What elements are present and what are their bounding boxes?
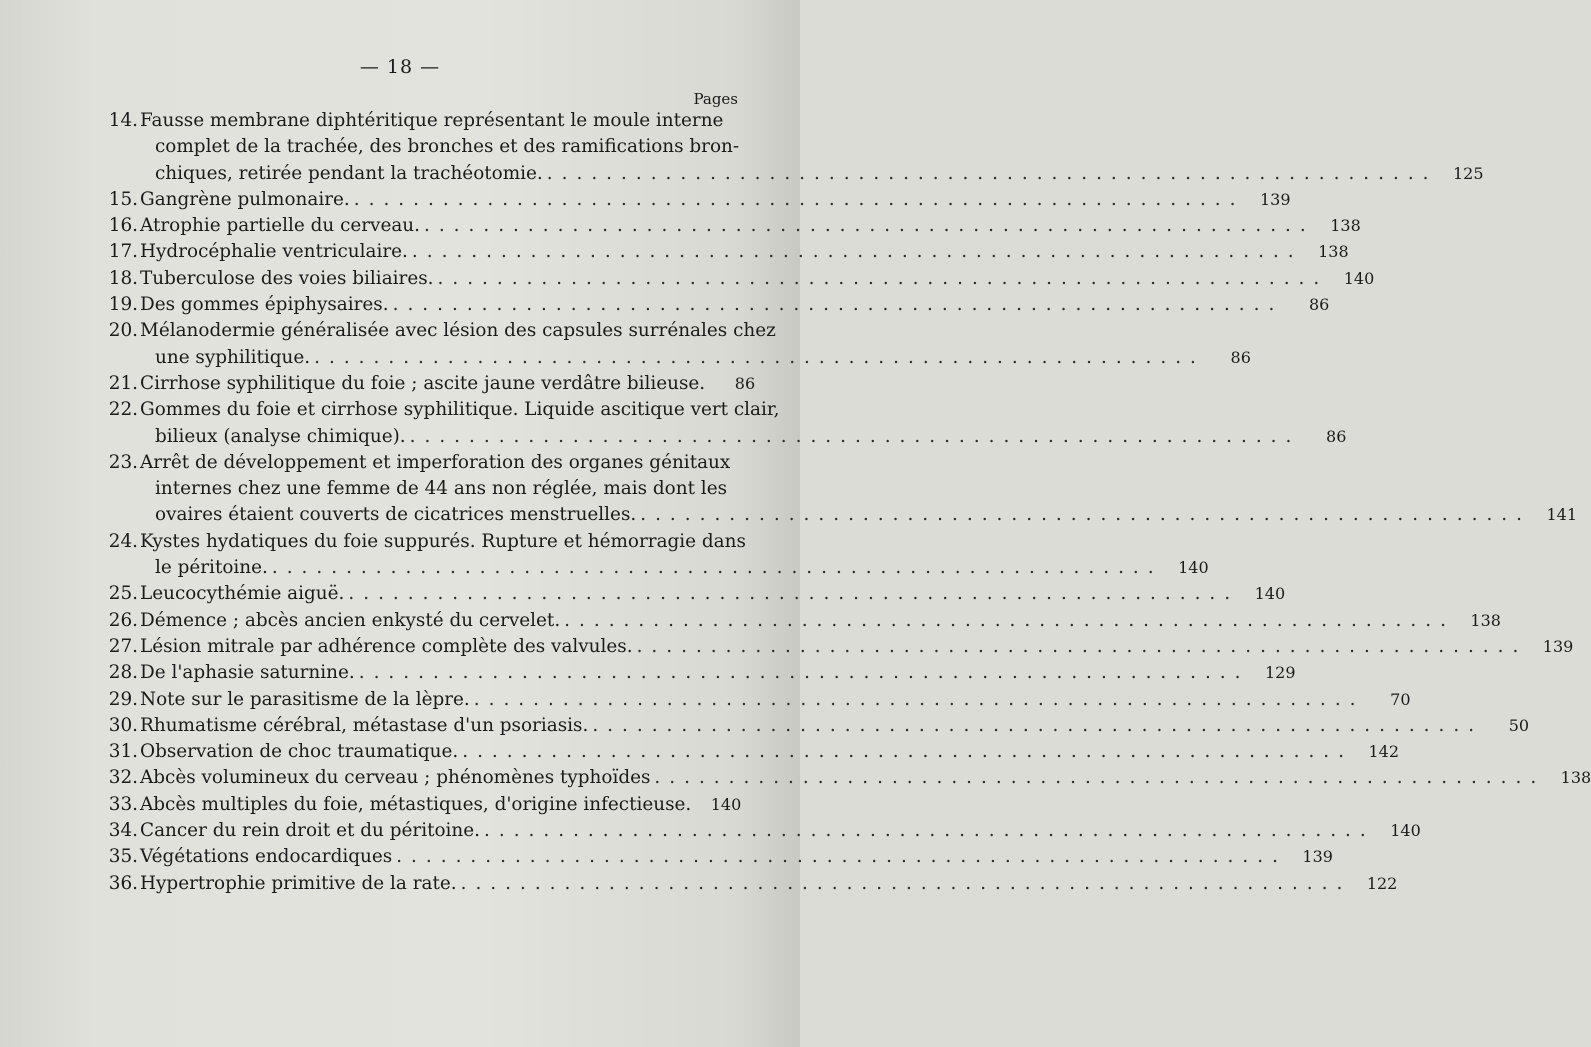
entry-number: 16. xyxy=(108,215,138,237)
entry-title-line: Note sur le parasitisme de la lèpre. xyxy=(140,688,470,710)
toc-entry xyxy=(100,608,1501,634)
leader-dots: ............................................................ xyxy=(423,215,1315,237)
entry-number: 20. xyxy=(108,320,138,342)
entry-title-line: Hydrocéphalie ventriculaire. xyxy=(140,241,408,263)
toc-entry xyxy=(100,239,1349,265)
toc-entry xyxy=(100,818,1421,844)
entry-title-line: Observation de choc traumatique. xyxy=(140,741,459,763)
entry-title-line: Atrophie partielle du cerveau. xyxy=(140,215,420,237)
entry-number: 30. xyxy=(108,714,138,736)
entry-title-line: Végétations endocardiques xyxy=(140,846,393,868)
entry-title-line: Lésion mitrale par adhérence complète des valvules. xyxy=(140,635,633,657)
entry-number: 32. xyxy=(108,767,138,789)
entry-title-line: complet de la trachée, des bronches et des ramifications bron- xyxy=(155,136,740,158)
entry-title-line: Démence ; abcès ancien enkysté du cervelet. xyxy=(140,609,561,631)
toc-entry xyxy=(100,660,1296,686)
entry-page-number: 139 xyxy=(1259,189,1291,209)
entry-title-line: Gangrène pulmonaire. xyxy=(140,188,350,210)
toc-entry xyxy=(100,792,742,818)
entry-title-line: De l'aphasie saturnine. xyxy=(140,662,355,684)
pages-column-label: Pages xyxy=(693,90,738,108)
entry-page-number: 141 xyxy=(1546,505,1577,525)
entry-page-number: 139 xyxy=(1542,636,1574,656)
toc-entry xyxy=(100,581,1286,607)
entry-title-line: Tuberculose des voies biliaires. xyxy=(140,267,434,289)
entry-title-line: internes chez une femme de 44 ans non réglée, mais dont les xyxy=(155,478,728,500)
entry-page-number: 138 xyxy=(1318,242,1349,262)
leader-dots: ............................................................ xyxy=(654,767,1546,789)
entry-page-number: 122 xyxy=(1366,873,1398,893)
entry-number: 35. xyxy=(108,846,138,868)
entry-number: 24. xyxy=(108,530,138,552)
entry-number: 36. xyxy=(108,872,138,894)
leader-dots: ............................................................ xyxy=(271,557,1163,579)
entry-number: 31. xyxy=(108,741,138,763)
entry-page-number: 138 xyxy=(1560,768,1591,788)
entry-page-number: 142 xyxy=(1368,742,1399,762)
toc-entry xyxy=(100,634,1574,660)
entry-number: 25. xyxy=(108,583,138,605)
leader-dots: ............................................................ xyxy=(392,294,1284,316)
leader-dots: ............................................................ xyxy=(473,688,1365,710)
entry-title-line: Abcès volumineux du cerveau ; phénomènes typhoïdes xyxy=(140,767,651,789)
entry-number: 29. xyxy=(108,688,138,710)
entry-title-line: Leucocythémie aiguë. xyxy=(140,583,345,605)
toc-entry xyxy=(100,765,1591,791)
entry-page-number: 140 xyxy=(1178,558,1209,578)
leader-dots: ............................................................ xyxy=(358,662,1250,684)
toc-entry xyxy=(100,213,1361,239)
entry-number: 17. xyxy=(108,241,138,263)
toc-entry xyxy=(100,108,1484,187)
leader-dots: ............................................................ xyxy=(314,346,1205,368)
entry-page-number: 70 xyxy=(1390,689,1411,709)
entry-number: 26. xyxy=(108,609,138,631)
toc-entry xyxy=(100,187,1291,213)
entry-number: 19. xyxy=(108,294,138,316)
toc-entry xyxy=(100,266,1375,292)
toc-entry xyxy=(100,871,1398,897)
entry-title-line: chiques, retirée pendant la trachéotomie. xyxy=(155,162,543,184)
page-number: — 18 — xyxy=(359,56,441,78)
leader-dots: ............................................................ xyxy=(564,609,1455,631)
entry-title-line: ovaires étaient couverts de cicatrices menstruelles. xyxy=(155,504,637,526)
entry-page-number: 140 xyxy=(1390,821,1421,841)
entry-number: 18. xyxy=(108,267,138,289)
leader-dots: ............................................................ xyxy=(348,583,1240,605)
entry-number: 34. xyxy=(108,820,138,842)
entry-title-line: Des gommes épiphysaires. xyxy=(140,294,389,316)
entry-number: 23. xyxy=(108,451,138,473)
entry-page-number: 140 xyxy=(1254,584,1286,604)
entry-number: 14. xyxy=(108,110,138,131)
entry-title-line: Mélanodermie généralisée avec lésion des capsules surrénales chez xyxy=(140,320,776,342)
entry-title-line: Arrêt de développement et imperforation des organes génitaux xyxy=(140,451,731,473)
entry-page-number: 129 xyxy=(1264,663,1296,683)
entry-title-line: une syphilitique. xyxy=(155,346,311,368)
entry-page-number: 50 xyxy=(1508,715,1530,735)
entry-number: 21. xyxy=(108,372,138,394)
entry-title-line: Cirrhose syphilitique du foie ; ascite jaune verdâtre bilieuse. xyxy=(140,372,706,394)
entry-page-number: 86 xyxy=(734,373,756,393)
toc-entry xyxy=(100,687,1411,713)
table-of-contents xyxy=(100,108,1591,897)
leader-dots: ............................................................ xyxy=(353,188,1245,210)
leader-dots: ............................................................ xyxy=(409,425,1301,447)
leader-dots: ............................................................ xyxy=(411,241,1303,263)
toc-entry xyxy=(100,739,1399,765)
entry-page-number: 138 xyxy=(1330,216,1361,236)
leader-dots: ............................................................ xyxy=(484,820,1375,842)
entry-page-number: 140 xyxy=(1343,268,1375,288)
entry-number: 27. xyxy=(108,635,138,657)
leader-dots: ............................................................ xyxy=(636,635,1528,657)
entry-number: 28. xyxy=(108,662,138,684)
entry-page-number: 139 xyxy=(1302,847,1333,867)
entry-title-line: Fausse membrane diphtéritique représentant le moule interne xyxy=(140,110,724,131)
entry-title-line: Cancer du rein droit et du péritoine. xyxy=(140,820,480,842)
entry-title-line: le péritoine. xyxy=(155,557,268,579)
entry-page-number: 86 xyxy=(1326,426,1347,446)
entry-number: 22. xyxy=(108,399,138,421)
entry-title-line: bilieux (analyse chimique). xyxy=(155,425,406,447)
toc-entry xyxy=(100,529,1209,582)
entry-number: 33. xyxy=(108,793,138,815)
toc-entry xyxy=(100,844,1333,870)
entry-page-number: 140 xyxy=(710,794,742,814)
entry-title-line: Kystes hydatiques du foie suppurés. Rupture et hémorragie dans xyxy=(140,530,746,552)
entry-title-line: Rhumatisme cérébral, métastase d'un psoriasis. xyxy=(140,714,589,736)
leader-dots: ............................................................ xyxy=(437,267,1329,289)
entry-page-number: 125 xyxy=(1453,163,1484,183)
entry-title-line: Gommes du foie et cirrhose syphilitique. Liquide ascitique vert clair, xyxy=(140,399,780,421)
leader-dots: ............................................................ xyxy=(462,741,1353,763)
entry-page-number: 86 xyxy=(1309,295,1330,315)
toc-entry xyxy=(100,450,1577,529)
leader-dots: ............................................................ xyxy=(460,872,1352,894)
entry-title-line: Abcès multiples du foie, métastiques, d'origine infectieuse. xyxy=(140,793,692,815)
toc-entry xyxy=(100,292,1330,318)
toc-entry xyxy=(100,713,1530,739)
entry-title-line: Hypertrophie primitive de la rate. xyxy=(140,872,457,894)
leader-dots: ............................................................ xyxy=(640,504,1531,526)
leader-dots: ............................................................ xyxy=(396,846,1287,868)
leader-dots: ............................................................ xyxy=(592,714,1484,736)
entry-number: 15. xyxy=(108,188,138,210)
leader-dots: ............................................................ xyxy=(546,162,1438,184)
toc-entry xyxy=(100,371,756,397)
entry-page-number: 138 xyxy=(1470,610,1501,630)
toc-entry xyxy=(100,397,1347,450)
entry-page-number: 86 xyxy=(1230,347,1251,367)
toc-entry xyxy=(100,318,1251,371)
